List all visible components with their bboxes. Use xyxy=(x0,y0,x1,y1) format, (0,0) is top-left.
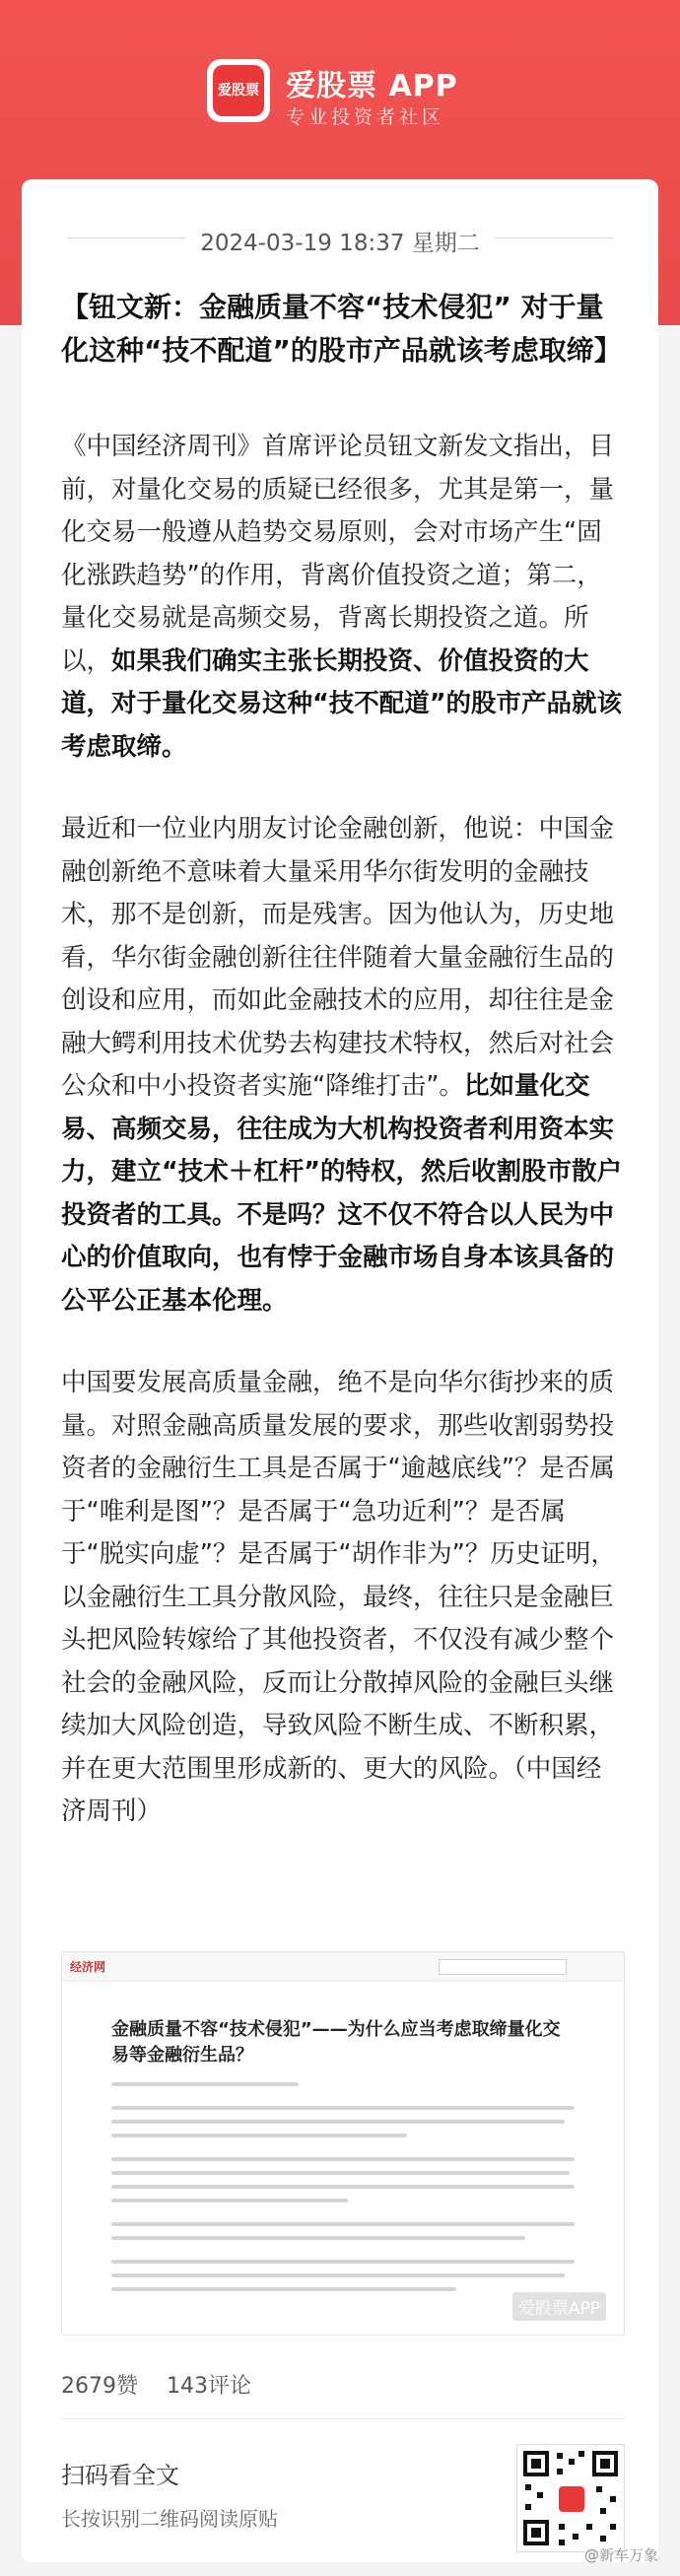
qr-code-icon[interactable] xyxy=(516,2444,625,2552)
brand-logo-text: 爱股票 xyxy=(213,65,264,116)
image-topbar xyxy=(62,1952,625,1982)
brand-tagline: 专业投资者社区 xyxy=(286,106,445,128)
brand-name: 爱股票 APP xyxy=(286,69,458,103)
post-title: 【钮文新：金融质量不容“技术侵犯” 对于量化这种“技不配道”的股市产品就该考虑取缔】 xyxy=(61,291,622,367)
image-text-line xyxy=(111,2222,575,2226)
post-card xyxy=(22,179,658,2562)
paragraph-2 xyxy=(61,808,625,1322)
image-text-line xyxy=(111,2199,348,2203)
paragraph-2-text: 最近和一位业内朋友讨论金融创新，他说：中国金融创新绝不意味着大量采用华尔街发明的金融技术，那不是创新，而是残害。因为他认为，历史地看，华尔街金融创新往往伴随着大量金融衍生品的创设和应用，而如此金融技术的应用，却往往是金融大鳄利用技术优势去构建技术特权，然后对社会公众和中小投资者实施“降维打击”。 xyxy=(61,814,615,1101)
paragraph-1-bold: 如果我们确实主张长期投资、价值投资的大道，对于量化交易这种“技不配道”的股市产品就该考虑取缔。 xyxy=(61,645,623,762)
brand-logo-icon xyxy=(207,59,270,122)
post-stats xyxy=(61,2369,273,2400)
article-screenshot-image[interactable] xyxy=(61,1951,625,2336)
image-text-line xyxy=(111,2260,575,2264)
image-text-line xyxy=(111,2120,565,2124)
footer-divider xyxy=(61,2418,625,2419)
image-text-line xyxy=(111,2236,525,2240)
image-text-line xyxy=(111,2082,299,2086)
scan-subtitle: 长按识别二维码阅读原贴 xyxy=(61,2507,278,2531)
image-search-box xyxy=(439,1959,567,1975)
brand-header xyxy=(0,0,680,177)
post-date: 2024-03-19 18:37 星期二 xyxy=(200,231,480,256)
image-text-line xyxy=(111,2157,575,2161)
image-text-line xyxy=(111,2106,575,2110)
date-divider-right xyxy=(495,237,613,238)
paragraph-2-bold: 比如量化交易、高频交易，往往成为大机构投资者利用资本实力，建立“技术＋杠杆”的特权，然后收割股市散户投资者的工具。不是吗？这不仅不符合以人民为中心的价值取向，也有悖于金融市场自身本该具备的公平公正基本伦理。 xyxy=(61,1071,623,1316)
image-text-line xyxy=(111,2134,407,2137)
image-headline: 金融质量不容“技术侵犯”——为什么应当考虑取缔量化交易等金融衍生品？ xyxy=(111,2019,561,2066)
image-text-line xyxy=(111,2273,565,2277)
paragraph-3: 中国要发展高质量金融，绝不是向华尔街抄来的质量。对照金融高质量发展的要求，那些收割弱势投资者的金融衍生工具是否属于“逾越底线”？是否属于“唯利是图”？是否属于“急功近利”？是否属于“脱实向虚”？是否属于“胡作非为”？历史证明，以金融衍生工具分散风险，最终，往往只是金融巨头把风险转嫁给了其他投资者，不仅没有减少整个社会的金融风险，反而让分散掉风险的金融巨头继续加大风险创造，导致风险不断生成、不断积累，并在更大范围里形成新的、更大的风险。（中国经济周刊） xyxy=(61,1368,616,1826)
image-watermark: 爱股票APP xyxy=(512,2292,606,2321)
scan-title: 扫码看全文 xyxy=(61,2462,179,2489)
post-body xyxy=(61,426,625,1873)
paragraph-1-text: 《中国经济周刊》首席评论员钮文新发文指出，目前，对量化交易的质疑已经很多，尤其是第一，量化交易一般遵从趋势交易原则，会对市场产生“固化涨跌趋势”的作用，背离价值投资之道；第二，量化交易就是高频交易，背离长期投资之道。所以， xyxy=(61,432,615,676)
image-text-line xyxy=(111,2287,456,2291)
image-text-line xyxy=(111,2185,575,2189)
image-text-line xyxy=(111,2171,570,2175)
qr-center-logo-icon xyxy=(557,2484,586,2514)
watermark-credit: @新车万象 xyxy=(583,2546,658,2564)
like-count[interactable]: 2679赞 xyxy=(61,2374,138,2399)
comment-count[interactable]: 143评论 xyxy=(167,2374,251,2399)
paragraph-1 xyxy=(61,426,625,769)
image-site-logo: 经济网 xyxy=(70,1960,106,1974)
